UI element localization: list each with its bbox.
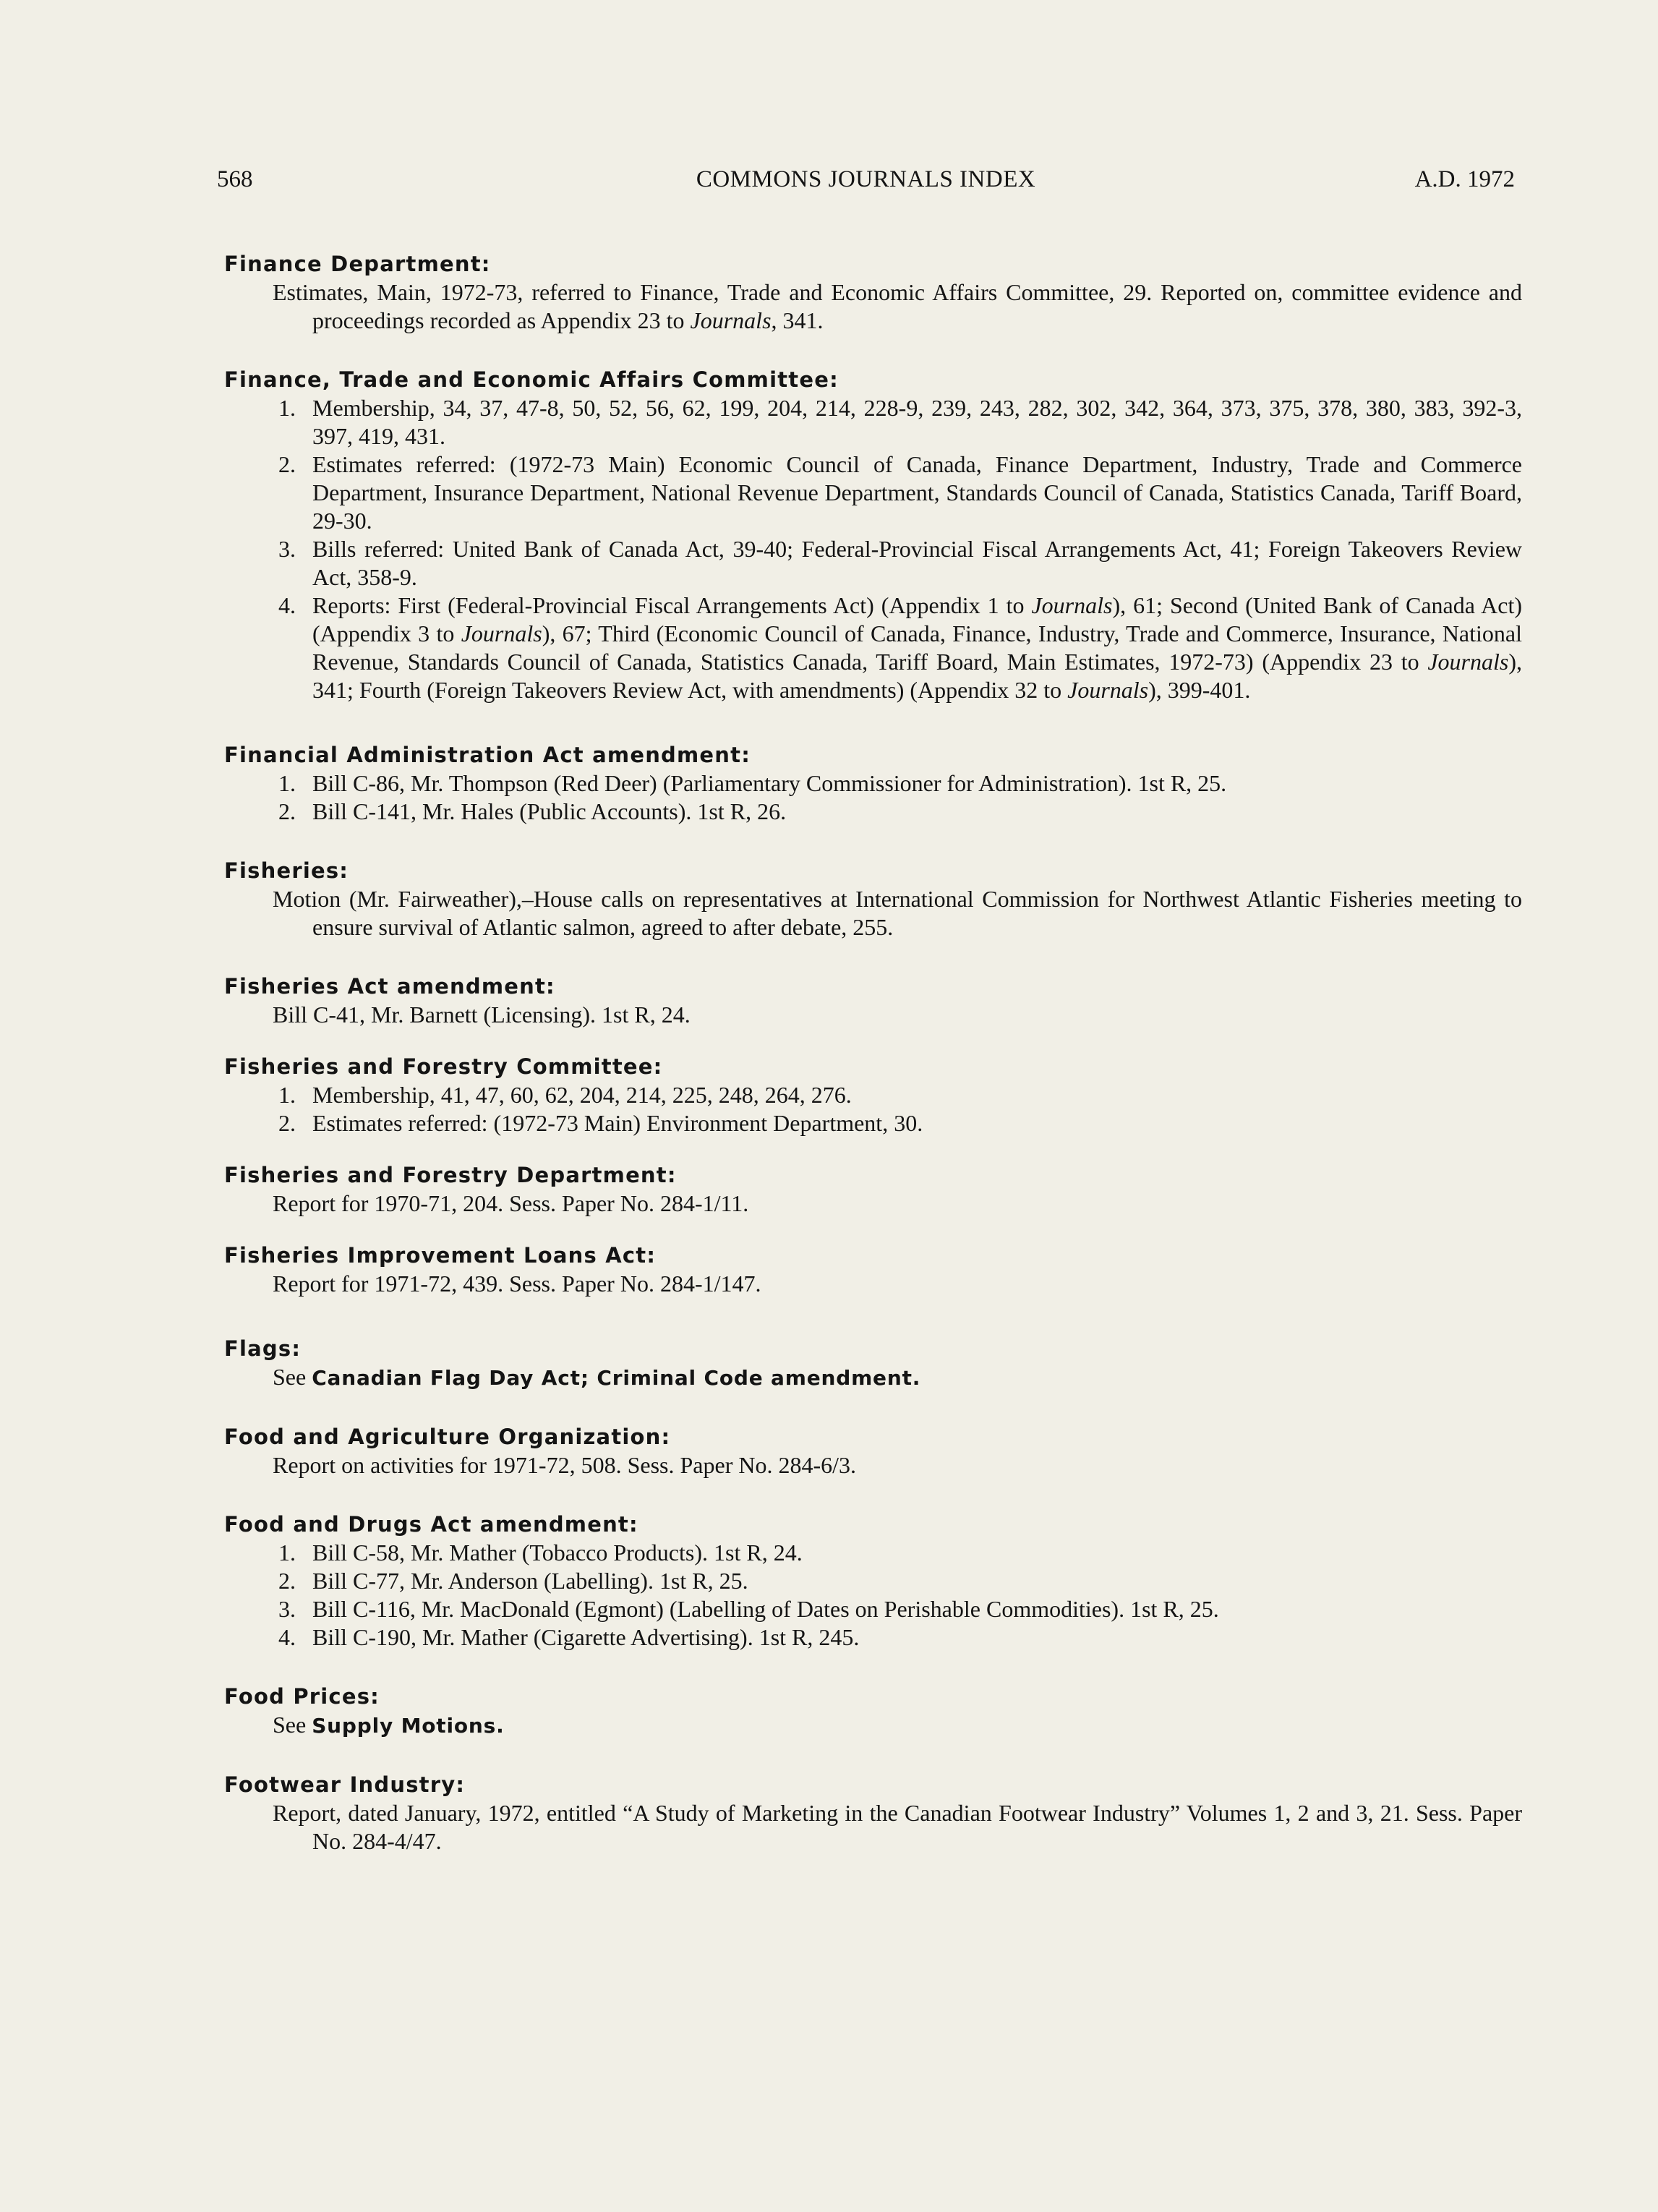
see-prefix: See: [273, 1712, 312, 1738]
index-entry-fisheries-forestry-department: [224, 1161, 1522, 1218]
item-text: Bill C-190, Mr. Mather (Cigarette Advertising). 1st R, 245.: [312, 1624, 860, 1650]
entry-heading: Fisheries Improvement Loans Act:: [224, 1243, 657, 1268]
index-content: [224, 249, 1522, 1856]
item-text: Bills referred: United Bank of Canada Act, 39-40; Federal-Provincial Fiscal Arrangements Act, 41; Foreign Takeovers Review Act, 358-9.: [312, 536, 1522, 590]
entry-heading: Fisheries:: [224, 858, 349, 883]
item-text: Bill C-86, Mr. Thompson (Red Deer) (Parliamentary Commissioner for Administration). 1st R, 25.: [312, 770, 1227, 796]
list-item: [224, 1567, 1522, 1595]
entry-heading: Finance Department:: [224, 252, 491, 276]
page-number: 568: [217, 166, 253, 192]
entry-text: Report on activities for 1971-72, 508. Sess. Paper No. 284-6/3.: [273, 1452, 856, 1478]
entry-text: Report, dated January, 1972, entitled “A Study of Marketing in the Canadian Footwear Industry” Volumes 1, 2 and 3, 21. Sess. Paper No. 284-4/47.: [273, 1800, 1522, 1854]
entry-heading: Fisheries Act amendment:: [224, 974, 555, 999]
entry-text: [224, 1363, 1522, 1392]
index-entry-finance-department: [224, 249, 1522, 335]
entry-heading: Financial Administration Act amendment:: [224, 743, 751, 767]
entry-text: Motion (Mr. Fairweather),–House calls on representatives at International Commission for Northwest Atlantic Fisheries meeting to ensure survival of Atlantic salmon, agreed to after debate, 255.: [273, 886, 1522, 940]
item-number: 2.: [278, 1568, 296, 1594]
item-text: Reports: First (Federal-Provincial Fiscal Arrangements Act) (Appendix 1 to Journals), 61; Second (United Bank of Canada Act) (Appendix 3 to Journals), 67; Third (Economic Council of Canada, Finance, Industry, Trade and Commerce, Insurance, National Revenue, Standards Council of Canada, Statistics Canada, Tariff Board, Main Estimates, 1972-73) (Appendix 23 to Journals), 341; Fourth (Foreign Takeovers Review Act, with amendments) (Appendix 32 to Journals), 399-401.: [312, 592, 1523, 703]
see-reference: Supply Motions.: [312, 1714, 505, 1738]
item-text: Membership, 34, 37, 47-8, 50, 52, 56, 62, 199, 204, 214, 228-9, 239, 243, 282, 302, 342, 364, 373, 375, 378, 380, 383, 392-3, 397, 419, 431.: [312, 395, 1522, 449]
list-item: [224, 798, 1522, 826]
entry-heading: Fisheries and Forestry Department:: [224, 1163, 677, 1187]
list-item: [224, 535, 1522, 592]
list-item: [224, 769, 1522, 798]
item-number: 1.: [278, 1082, 296, 1108]
list-item: [224, 1109, 1522, 1137]
index-entry-food-drugs-act: [224, 1510, 1522, 1652]
index-entry-fisheries: [224, 856, 1522, 941]
item-text: Bill C-58, Mr. Mather (Tobacco Products). 1st R, 24.: [312, 1540, 803, 1566]
page-title: COMMONS JOURNALS INDEX: [696, 166, 1036, 192]
item-number: 1.: [278, 770, 296, 796]
index-entry-fisheries-act: [224, 972, 1522, 1029]
page-year: A.D. 1972: [1414, 166, 1515, 192]
item-number: 1.: [278, 395, 296, 421]
item-text: Estimates referred: (1972-73 Main) Economic Council of Canada, Finance Department, Industry, Trade and Commerce Department, Insurance Department, National Revenue Department, Standards Council of Canada, Statistics Canada, Tariff Board, 29-30.: [312, 451, 1522, 534]
item-text: Estimates referred: (1972-73 Main) Environment Department, 30.: [312, 1110, 923, 1136]
item-number: 3.: [278, 536, 296, 562]
item-text: Bill C-116, Mr. MacDonald (Egmont) (Labelling of Dates on Perishable Commodities). 1st R, 25.: [312, 1596, 1219, 1622]
item-number: 3.: [278, 1596, 296, 1622]
item-number: 2.: [278, 1110, 296, 1136]
list-item: [224, 394, 1522, 450]
entry-heading: Finance, Trade and Economic Affairs Committee:: [224, 367, 839, 392]
entry-text: Report for 1971-72, 439. Sess. Paper No. 284-1/147.: [273, 1271, 761, 1297]
entry-text: [224, 1711, 1522, 1740]
item-text: Bill C-77, Mr. Anderson (Labelling). 1st R, 25.: [312, 1568, 748, 1594]
list-item: [224, 1081, 1522, 1109]
list-item: [224, 1539, 1522, 1567]
index-entry-finance-trade-committee: [224, 365, 1522, 704]
entry-heading: Food and Drugs Act amendment:: [224, 1512, 638, 1537]
list-item: [224, 450, 1522, 535]
list-item: [224, 592, 1522, 704]
entry-heading: Flags:: [224, 1336, 302, 1361]
index-entry-flags: [224, 1334, 1522, 1392]
item-number: 4.: [278, 1624, 296, 1650]
index-entry-food-agriculture-organization: [224, 1422, 1522, 1479]
entry-text: Bill C-41, Mr. Barnett (Licensing). 1st R, 24.: [273, 1002, 691, 1028]
item-text: Membership, 41, 47, 60, 62, 204, 214, 225, 248, 264, 276.: [312, 1082, 852, 1108]
index-entry-financial-administration-act: [224, 740, 1522, 826]
running-head: [217, 158, 1515, 201]
index-entry-fisheries-forestry-committee: [224, 1052, 1522, 1137]
item-text: Bill C-141, Mr. Hales (Public Accounts). 1st R, 26.: [312, 798, 787, 824]
list-item: [224, 1595, 1522, 1623]
see-reference: Canadian Flag Day Act; Criminal Code amendment.: [312, 1366, 921, 1390]
item-number: 1.: [278, 1540, 296, 1566]
index-entry-food-prices: [224, 1682, 1522, 1740]
entry-heading: Footwear Industry:: [224, 1772, 466, 1797]
item-number: 2.: [278, 798, 296, 824]
item-number: 4.: [278, 592, 296, 618]
see-prefix: See: [273, 1364, 312, 1390]
entry-heading: Fisheries and Forestry Committee:: [224, 1054, 663, 1079]
item-number: 2.: [278, 451, 296, 477]
entry-heading: Food Prices:: [224, 1684, 380, 1709]
list-item: [224, 1623, 1522, 1652]
entry-text: Report for 1970-71, 204. Sess. Paper No. 284-1/11.: [273, 1190, 749, 1216]
index-entry-fisheries-improvement-loans-act: [224, 1241, 1522, 1298]
entry-heading: Food and Agriculture Organization:: [224, 1425, 671, 1449]
index-entry-footwear-industry: [224, 1770, 1522, 1856]
entry-text: Estimates, Main, 1972-73, referred to Finance, Trade and Economic Affairs Committee, 29. Reported on, committee evidence and proceedings recorded as Appendix 23 to Journals, 341.: [273, 279, 1522, 333]
